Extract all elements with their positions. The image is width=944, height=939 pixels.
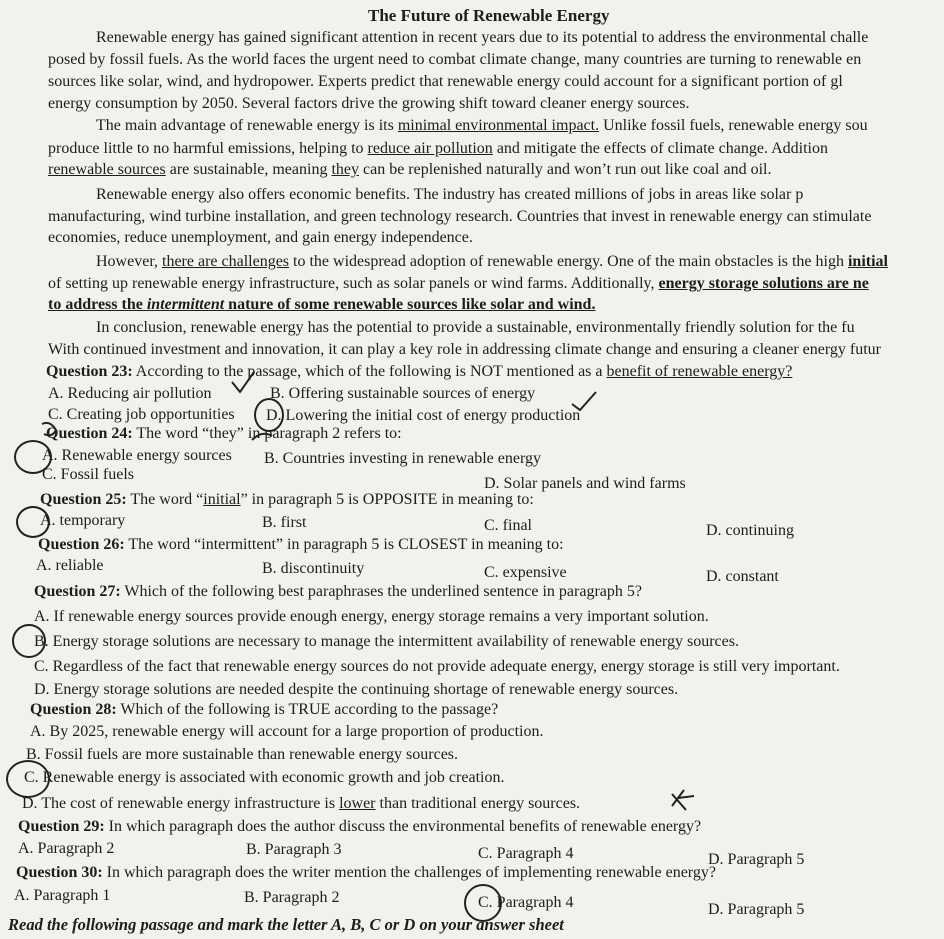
q27-option-c[interactable]: C. Regardless of the fact that renewable energy sources do not provide adequate energy, energy storage is still very important.	[34, 658, 840, 675]
q30-text: In which paragraph does the writer mention the challenges of implementing renewable energy?	[102, 864, 716, 881]
q29-label: Question 29:	[18, 818, 105, 835]
q28-d-text: than traditional energy sources.	[375, 795, 581, 812]
q24-option-d[interactable]: D. Solar panels and wind farms	[484, 475, 686, 492]
underline-they: they	[331, 161, 359, 178]
p2-text: are sustainable, meaning	[165, 161, 332, 178]
underline-phrase: reduce air pollution	[367, 140, 493, 157]
q30-option-c[interactable]: C. Paragraph 4	[478, 894, 574, 911]
q28-option-a[interactable]: A. By 2025, renewable energy will account for a large proportion of production.	[30, 723, 544, 740]
q28-label: Question 28:	[30, 701, 117, 718]
q27-option-d[interactable]: D. Energy storage solutions are needed despite the continuing shortage of renewable energy sources.	[34, 681, 679, 698]
q27-text: Which of the following best paraphrases the underlined sentence in paragraph 5?	[120, 583, 642, 600]
check-mark-icon	[572, 392, 596, 410]
p4-text: nature of some renewable sources like solar and wind.	[224, 296, 596, 313]
q26-text: The word “intermittent” in paragraph 5 is CLOSEST in meaning to:	[124, 536, 564, 553]
p5-line-1: In conclusion, renewable energy has the potential to provide a sustainable, environmentally friendly solution for the fu	[96, 319, 855, 336]
q27-option-b[interactable]: B. Energy storage solutions are necessary to manage the intermittent availability of renewable energy sources.	[34, 633, 739, 650]
q24-text: The word “they” in paragraph 2 refers to:	[132, 425, 402, 442]
q23-label: Question 23:	[46, 363, 133, 380]
q29-option-c[interactable]: C. Paragraph 4	[478, 845, 574, 862]
p1-line-1: Renewable energy has gained significant attention in recent years due to its potential to address the environmental challe	[96, 29, 869, 46]
underline-phrase: renewable sources	[48, 161, 166, 178]
q29-option-d[interactable]: D. Paragraph 5	[708, 851, 805, 868]
q26-label: Question 26:	[38, 536, 125, 553]
p2-text: produce little to no harmful emissions, helping to	[48, 140, 368, 157]
underline-sentence: energy storage solutions are ne	[658, 275, 869, 292]
q25-text: The word “	[126, 491, 204, 508]
q24-option-b[interactable]: B. Countries investing in renewable energy	[264, 450, 541, 467]
arrow-mark	[252, 434, 272, 440]
q28-d-text: D. The cost of renewable energy infrastructure is	[22, 795, 340, 812]
p3-line-3: economies, reduce unemployment, and gain energy independence.	[48, 229, 473, 246]
underline-phrase: there are challenges	[162, 253, 290, 270]
q29-option-a[interactable]: A. Paragraph 2	[18, 840, 115, 857]
p1-line-3: sources like solar, wind, and hydropower. Experts predict that renewable energy could account for a significant portion of gl	[48, 73, 843, 90]
q25-option-d[interactable]: D. continuing	[706, 522, 794, 539]
q24-option-a[interactable]: A. Renewable energy sources	[42, 447, 232, 464]
underline-phrase: minimal environmental impact.	[397, 117, 600, 134]
q28-d-underline: lower	[339, 795, 376, 812]
q24-label: Question 24:	[46, 425, 133, 442]
q23-text: According to the passage, which of the following is NOT mentioned as a	[132, 363, 607, 380]
p4-text: of setting up renewable energy infrastructure, such as solar panels or wind farms. Additionally,	[48, 275, 659, 292]
italic-intermittent: intermittent	[146, 296, 225, 313]
p2-text: The main advantage of renewable energy is its	[96, 117, 398, 134]
q25-option-a[interactable]: A. temporary	[40, 512, 126, 529]
q26-option-d[interactable]: D. constant	[706, 568, 779, 585]
q27-label: Question 27:	[34, 583, 121, 600]
q27-option-a[interactable]: A. If renewable energy sources provide enough energy, energy storage remains a very important solution.	[34, 608, 709, 625]
q24-option-c[interactable]: C. Fossil fuels	[42, 466, 135, 483]
q23-option-a[interactable]: A. Reducing air pollution	[48, 385, 212, 402]
q28-text: Which of the following is TRUE according to the passage?	[116, 701, 499, 718]
q25-option-c[interactable]: C. final	[484, 517, 532, 534]
q23-option-b[interactable]: B. Offering sustainable sources of energy	[270, 385, 536, 402]
q28-option-b[interactable]: B. Fossil fuels are more sustainable than renewable energy sources.	[26, 746, 459, 763]
q25-underline: initial	[203, 491, 241, 508]
p1-line-2: posed by fossil fuels. As the world faces the urgent need to combat climate change, many countries are turning to renewable en	[48, 51, 862, 68]
q26-option-a[interactable]: A. reliable	[36, 557, 104, 574]
p4-text: to the widespread adoption of renewable energy. One of the main obstacles is the high	[289, 253, 848, 270]
q28-option-c[interactable]: C. Renewable energy is associated with economic growth and job creation.	[24, 769, 505, 786]
scribble-mark	[42, 423, 56, 435]
p5-line-2: With continued investment and innovation, it can play a key role in addressing climate change and ensuring a cleaner energy futur	[48, 341, 882, 358]
q23-option-d[interactable]: D. Lowering the initial cost of energy production	[266, 407, 581, 424]
p1-line-4: energy consumption by 2050. Several factors drive the growing shift toward cleaner energy sources.	[48, 95, 690, 112]
passage-title: The Future of Renewable Energy	[368, 6, 610, 25]
q30-option-a[interactable]: A. Paragraph 1	[14, 887, 111, 904]
q26-option-c[interactable]: C. expensive	[484, 564, 567, 581]
p2-text: can be replenished naturally and won’t run out like coal and oil.	[358, 161, 772, 178]
check-mark-icon	[232, 372, 254, 392]
p2-text: and mitigate the effects of climate change. Addition	[492, 140, 828, 157]
q29-text: In which paragraph does the author discuss the environmental benefits of renewable energy?	[104, 818, 702, 835]
q30-option-d[interactable]: D. Paragraph 5	[708, 901, 805, 918]
q23-option-c[interactable]: C. Creating job opportunities	[48, 406, 235, 423]
q29-option-b[interactable]: B. Paragraph 3	[246, 841, 342, 858]
p4-text: to address the	[48, 296, 147, 313]
p4-text: However,	[96, 253, 162, 270]
q30-option-b[interactable]: B. Paragraph 2	[244, 889, 340, 906]
p3-line-1: Renewable energy also offers economic benefits. The industry has created millions of jobs in areas like solar p	[96, 186, 804, 203]
q25-text: ” in paragraph 5 is OPPOSITE in meaning to:	[240, 491, 534, 508]
p3-line-2: manufacturing, wind turbine installation, and green technology research. Countries that invest in renewable energy can stimulate	[48, 208, 872, 225]
q23-underline: benefit of renewable energy?	[606, 363, 793, 380]
instruction-line: Read the following passage and mark the letter A, B, C or D on your answer sheet	[8, 915, 564, 934]
q25-option-b[interactable]: B. first	[262, 514, 307, 531]
q26-option-b[interactable]: B. discontinuity	[262, 560, 365, 577]
p2-text: Unlike fossil fuels, renewable energy sou	[599, 117, 868, 134]
underline-initial: initial	[847, 253, 888, 270]
q25-label: Question 25:	[40, 491, 127, 508]
cross-mark-icon	[672, 790, 694, 810]
q30-label: Question 30:	[16, 864, 103, 881]
